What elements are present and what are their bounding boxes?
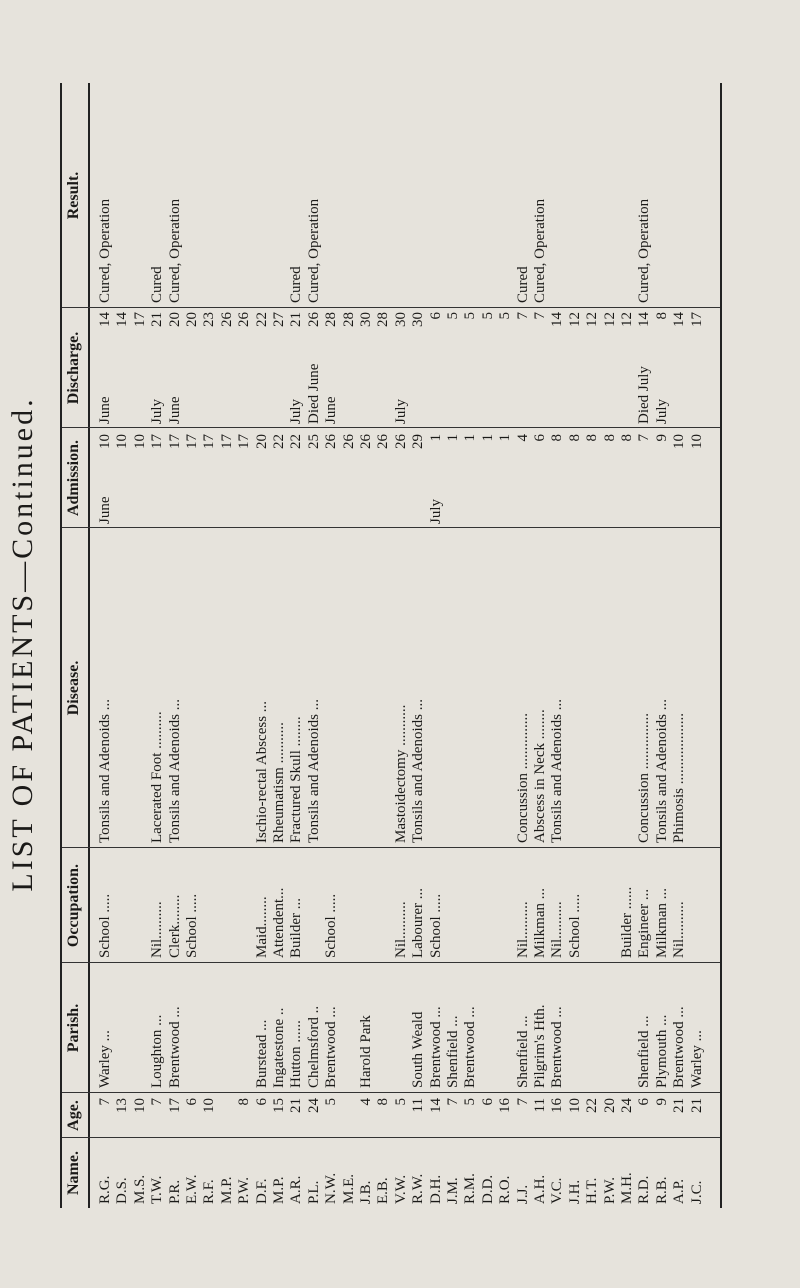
cell-adm-d: 10 [114, 434, 131, 449]
cell-name: N.W. [323, 1172, 340, 1204]
cell-result: Cured, Operation [305, 198, 322, 303]
cell-adm-d: 26 [340, 434, 357, 449]
cell-dis-d: 12 [566, 312, 583, 327]
cell-disease: Ischio-rectal Abscess ... [253, 700, 270, 843]
cell-occ: Builder ...... [619, 886, 635, 958]
cell-adm-d: 17 [218, 434, 235, 449]
cell-occ: Builder ... [288, 898, 305, 958]
cell-occ: Nil.......... [549, 901, 566, 958]
cell-age: 10 [131, 1098, 148, 1113]
cell-age: 8 [236, 1098, 253, 1106]
cell-parish: Brentwood ... [462, 1006, 479, 1088]
cell-occ: Attendent... [271, 887, 287, 958]
cell-dis-d: 7 [514, 312, 531, 320]
cell-adm-d: 6 [532, 434, 548, 442]
cell-occ: Nil.......... [149, 901, 166, 958]
cell-dis-m: June [97, 396, 113, 424]
cell-age: 20 [601, 1098, 618, 1113]
cell-disease: Tonsils and Adenoids ... [97, 699, 113, 843]
cell-parish: Shenfield ... [514, 1015, 531, 1088]
cell-name: R.D. [636, 1175, 653, 1204]
cell-adm-d: 10 [97, 434, 113, 449]
cell-age: 6 [184, 1098, 200, 1106]
cell-dis-d: 22 [253, 312, 270, 327]
cell-age: 14 [427, 1098, 444, 1113]
cell-dis-m: July [149, 398, 166, 424]
cell-parish: Hutton ...... [288, 1020, 305, 1088]
cell-name: R.M. [462, 1173, 479, 1204]
cell-name: A.H. [532, 1174, 548, 1204]
cell-dis-d: 14 [636, 312, 653, 327]
cell-adm-d: 8 [549, 434, 566, 442]
cell-occ: Nil.......... [392, 901, 409, 958]
cell-age: 4 [358, 1098, 374, 1106]
cell-occ: School ..... [427, 893, 444, 958]
cell-result: Cured [288, 266, 305, 303]
cell-adm-d: 17 [149, 434, 166, 449]
cell-dis-d: 20 [184, 312, 200, 327]
cell-parish: Shenfield ... [445, 1015, 461, 1088]
cell-dis-d: 28 [323, 312, 340, 327]
cell-dis-d: 14 [114, 312, 131, 327]
cell-age: 6 [253, 1098, 270, 1106]
cell-result: Cured, Operation [97, 198, 113, 303]
cell-adm-d: 1 [479, 434, 496, 442]
cell-result: Cured, Operation [166, 198, 183, 303]
cell-name: J.H. [566, 1179, 583, 1204]
cell-name: P.W. [601, 1177, 618, 1204]
cell-parish: Warley ... [97, 1030, 113, 1088]
cell-dis-d: 30 [392, 312, 409, 327]
cell-dis-d: 14 [549, 312, 566, 327]
cell-adm-d: 17 [166, 434, 183, 449]
cell-dis-d: 26 [305, 312, 322, 327]
cell-dis-d: 14 [97, 312, 113, 327]
cell-disease: Concussion ............... [636, 712, 653, 843]
header-occupation: Occupation. [60, 848, 90, 963]
cell-dis-d: 21 [149, 312, 166, 327]
cell-age: 11 [410, 1098, 427, 1113]
cell-age: 24 [619, 1098, 635, 1113]
cell-adm-d: 10 [131, 434, 148, 449]
header-disease: Disease. [60, 528, 90, 848]
cell-adm-d: 25 [305, 434, 322, 449]
cell-parish: Pilgrim's Hth. [532, 1004, 548, 1088]
cell-disease: Abscess in Neck ........ [532, 709, 548, 843]
cell-name: E.W. [184, 1174, 200, 1204]
cell-adm-d: 17 [236, 434, 253, 449]
cell-dis-d: 21 [288, 312, 305, 327]
cell-disease: Lacerated Foot .......... [149, 711, 166, 843]
cell-dis-d: 14 [671, 312, 688, 327]
cell-dis-d: 26 [236, 312, 253, 327]
cell-parish: Burstead ... [253, 1019, 270, 1088]
cell-occ: Maid........ [253, 896, 270, 958]
cell-age: 15 [271, 1098, 287, 1113]
cell-disease: Tonsils and Adenoids ... [410, 699, 427, 843]
cell-occ: Engineer ... [636, 888, 653, 958]
bottom-rule [720, 83, 722, 1208]
cell-parish: Warley ... [688, 1030, 705, 1088]
cell-occ: Nil.......... [671, 901, 688, 958]
cell-name: H.T. [584, 1177, 601, 1204]
cell-adm-d: 4 [514, 434, 531, 442]
cell-age: 21 [688, 1098, 705, 1113]
header-name: Name. [60, 1138, 90, 1208]
cell-adm-d: 8 [619, 434, 635, 442]
cell-dis-d: 8 [653, 312, 670, 320]
cell-adm-d: 22 [271, 434, 287, 449]
cell-disease: Tonsils and Adenoids ... [549, 699, 566, 843]
cell-dis-d: 23 [201, 312, 218, 327]
cell-adm-m: July [427, 498, 444, 524]
cell-dis-d: 7 [532, 312, 548, 320]
cell-name: J.J. [514, 1184, 531, 1204]
cell-occ: School ..... [97, 893, 113, 958]
cell-name: J.C. [688, 1180, 705, 1204]
cell-disease: Concussion ............... [514, 712, 531, 843]
cell-age: 16 [497, 1098, 514, 1113]
header-age: Age. [60, 1093, 90, 1138]
cell-adm-d: 10 [688, 434, 705, 449]
cell-dis-m: Died July [636, 366, 653, 424]
page-title: LIST OF PATIENTS—Continued. [6, 396, 39, 892]
cell-adm-d: 1 [497, 434, 514, 442]
cell-name: R.G. [97, 1175, 113, 1204]
cell-adm-d: 1 [427, 434, 444, 442]
cell-dis-d: 17 [688, 312, 705, 327]
cell-dis-d: 28 [340, 312, 357, 327]
cell-adm-d: 1 [445, 434, 461, 442]
cell-age: 5 [323, 1098, 340, 1106]
cell-adm-d: 9 [653, 434, 670, 442]
cell-name: M.H. [619, 1172, 635, 1204]
header-admission: Admission. [60, 428, 90, 528]
cell-age: 24 [305, 1098, 322, 1113]
cell-adm-d: 26 [392, 434, 409, 449]
patients-table [60, 83, 710, 1208]
cell-dis-d: 28 [375, 312, 392, 327]
cell-adm-d: 29 [410, 434, 427, 449]
cell-dis-d: 30 [358, 312, 374, 327]
cell-age: 7 [149, 1098, 166, 1106]
cell-adm-d: 1 [462, 434, 479, 442]
cell-age: 16 [549, 1098, 566, 1113]
cell-name: V.W. [392, 1174, 409, 1204]
cell-adm-d: 26 [358, 434, 374, 449]
cell-parish: Harold Park [358, 1015, 374, 1088]
cell-name: R.F. [201, 1179, 218, 1204]
cell-name: J.B. [358, 1180, 374, 1204]
cell-name: R.W. [410, 1173, 427, 1204]
cell-adm-d: 7 [636, 434, 653, 442]
cell-parish: Loughton ... [149, 1014, 166, 1088]
header-discharge: Discharge. [60, 308, 90, 428]
cell-parish: South Weald [410, 1011, 427, 1088]
cell-dis-d: 5 [445, 312, 461, 320]
cell-name: A.R. [288, 1175, 305, 1204]
cell-adm-d: 17 [184, 434, 200, 449]
cell-name: D.H. [427, 1174, 444, 1204]
cell-disease: Mastoidectomy ........... [392, 704, 409, 843]
cell-disease: Tonsils and Adenoids ... [166, 699, 183, 843]
cell-dis-m: July [392, 398, 409, 424]
header-result: Result. [60, 83, 90, 308]
cell-dis-d: 12 [584, 312, 601, 327]
cell-occ: Milkman ... [653, 888, 670, 958]
cell-dis-m: July [653, 398, 670, 424]
cell-name: T.W. [149, 1175, 166, 1204]
cell-dis-m: June [323, 396, 340, 424]
cell-name: M.P. [218, 1176, 235, 1204]
cell-adm-d: 26 [323, 434, 340, 449]
cell-result: Cured [149, 266, 166, 303]
cell-parish: Brentwood ... [427, 1006, 444, 1088]
cell-occ: Labourer ... [410, 888, 427, 958]
cell-name: M.E. [340, 1174, 357, 1204]
cell-name: P.R. [166, 1179, 183, 1204]
cell-name: R.O. [497, 1175, 514, 1204]
cell-name: M.S. [131, 1174, 148, 1204]
cell-name: V.C. [549, 1177, 566, 1204]
top-rule [60, 83, 62, 1208]
cell-parish: Chelmsford .. [305, 1005, 322, 1088]
cell-occ: Nil.......... [514, 901, 531, 958]
cell-age: 6 [636, 1098, 653, 1106]
cell-dis-m: Died June [305, 363, 322, 424]
cell-parish: Shenfield ... [636, 1015, 653, 1088]
cell-dis-m: July [288, 398, 305, 424]
cell-name: J.M. [445, 1177, 461, 1204]
cell-adm-d: 10 [671, 434, 688, 449]
cell-name: P.L. [305, 1180, 322, 1204]
cell-occ: School ..... [323, 893, 340, 958]
cell-dis-d: 26 [218, 312, 235, 327]
cell-name: D.D. [479, 1174, 496, 1204]
cell-dis-m: June [166, 396, 183, 424]
cell-name: E.B. [375, 1177, 392, 1204]
cell-name: D.S. [114, 1177, 131, 1204]
cell-parish: Plymouth ... [653, 1014, 670, 1088]
cell-name: R.B. [653, 1176, 670, 1204]
cell-occ: Clerk........ [166, 894, 183, 958]
table-row [686, 83, 708, 1208]
cell-parish: Brentwood ... [166, 1006, 183, 1088]
cell-occ: School ..... [566, 893, 583, 958]
cell-parish: Brentwood ... [323, 1006, 340, 1088]
cell-adm-d: 17 [201, 434, 218, 449]
cell-dis-d: 12 [601, 312, 618, 327]
cell-adm-d: 8 [584, 434, 601, 442]
cell-age: 11 [532, 1098, 548, 1113]
cell-result: Cured, Operation [636, 198, 653, 303]
cell-age: 7 [514, 1098, 531, 1106]
cell-age: 6 [479, 1098, 496, 1106]
cell-parish: Ingatestone .. [271, 1007, 287, 1088]
cell-result: Cured [514, 266, 531, 303]
cell-dis-d: 5 [462, 312, 479, 320]
cell-disease: Tonsils and Adenoids ... [305, 699, 322, 843]
cell-age: 21 [288, 1098, 305, 1113]
cell-occ: School ..... [184, 893, 200, 958]
cell-dis-d: 20 [166, 312, 183, 327]
cell-dis-d: 5 [497, 312, 514, 320]
cell-name: P.W. [236, 1177, 253, 1204]
cell-age: 21 [671, 1098, 688, 1113]
cell-adm-d: 20 [253, 434, 270, 449]
cell-dis-d: 17 [131, 312, 148, 327]
cell-dis-d: 5 [479, 312, 496, 320]
cell-disease: Tonsils and Adenoids ... [653, 699, 670, 843]
header-parish: Parish. [60, 963, 90, 1093]
cell-age: 22 [584, 1098, 601, 1113]
cell-dis-d: 27 [271, 312, 287, 327]
cell-occ: Milkman ... [532, 888, 548, 958]
cell-adm-d: 26 [375, 434, 392, 449]
cell-name: D.F. [253, 1178, 270, 1204]
cell-age: 5 [462, 1098, 479, 1106]
cell-age: 10 [201, 1098, 218, 1113]
cell-parish: Brentwood ... [549, 1006, 566, 1088]
cell-dis-d: 30 [410, 312, 427, 327]
cell-age: 5 [392, 1098, 409, 1106]
cell-age: 8 [375, 1098, 392, 1106]
cell-dis-d: 12 [619, 312, 635, 327]
cell-disease: Fractured Skull ........ [288, 716, 305, 843]
cell-age: 10 [566, 1098, 583, 1113]
cell-name: M.P. [271, 1176, 287, 1204]
cell-adm-d: 8 [566, 434, 583, 442]
cell-name: A.P. [671, 1178, 688, 1204]
cell-age: 7 [445, 1098, 461, 1106]
cell-adm-m: June [97, 496, 113, 524]
cell-adm-d: 22 [288, 434, 305, 449]
cell-dis-d: 6 [427, 312, 444, 320]
cell-result: Cured, Operation [532, 198, 548, 303]
cell-disease: Phimosis ................... [671, 712, 688, 843]
cell-age: 17 [166, 1098, 183, 1113]
cell-age: 9 [653, 1098, 670, 1106]
cell-age: 13 [114, 1098, 131, 1113]
cell-parish: Brentwood ... [671, 1006, 688, 1088]
cell-disease: Rheumatism ........... [271, 722, 287, 843]
cell-age: 7 [97, 1098, 113, 1106]
cell-adm-d: 8 [601, 434, 618, 442]
